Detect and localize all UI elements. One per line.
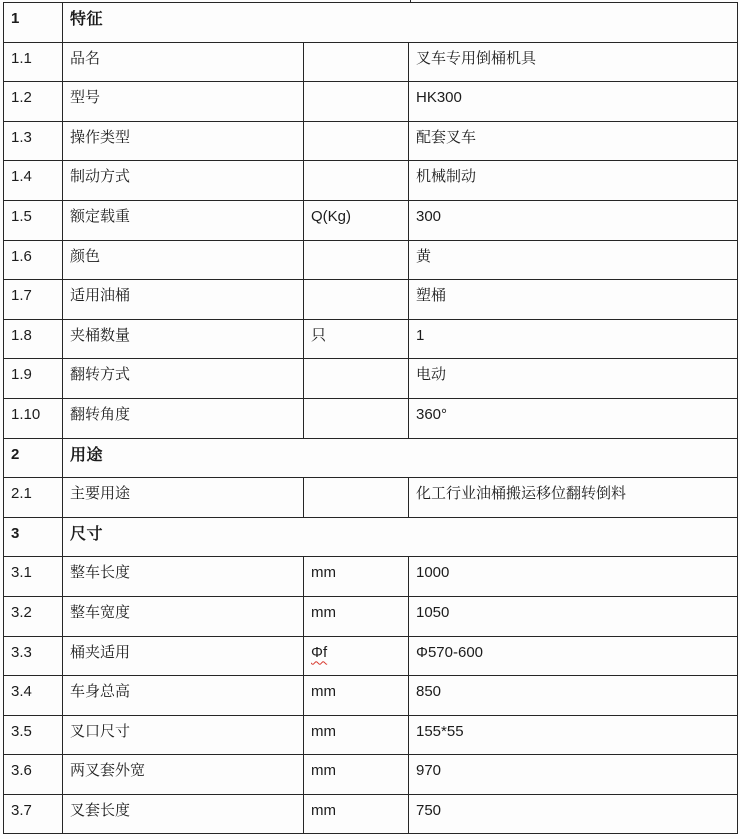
spec-row — [4, 42, 738, 82]
spec-value-cell: 970 — [409, 755, 738, 795]
row-number-cell: 3.4 — [4, 676, 63, 716]
row-number-cell: 1.4 — [4, 161, 63, 201]
row-number-cell: 3.7 — [4, 794, 63, 834]
spec-unit-cell — [304, 478, 409, 518]
spec-label-cell: 颜色 — [63, 240, 304, 280]
spec-unit-cell: mm — [304, 676, 409, 716]
spec-row — [4, 240, 738, 280]
spec-value-cell: 塑桶 — [409, 280, 738, 320]
spec-row — [4, 82, 738, 122]
spec-label-cell: 主要用途 — [63, 478, 304, 518]
spec-value-cell: 电动 — [409, 359, 738, 399]
spec-table — [3, 2, 738, 834]
row-number-cell: 1 — [4, 3, 63, 43]
spec-value-cell: Φ570-600 — [409, 636, 738, 676]
spec-value-cell: 黄 — [409, 240, 738, 280]
row-number-cell: 3 — [4, 517, 63, 557]
spec-row — [4, 478, 738, 518]
spec-label-cell: 整车长度 — [63, 557, 304, 597]
section-row — [4, 517, 738, 557]
spec-value-cell: 配套叉车 — [409, 121, 738, 161]
spec-label-cell: 叉口尺寸 — [63, 715, 304, 755]
spec-table-body — [4, 3, 738, 834]
spec-row — [4, 636, 738, 676]
spec-row — [4, 359, 738, 399]
spec-value-cell: 叉车专用倒桶机具 — [409, 42, 738, 82]
misspelled-text: Φf — [311, 643, 328, 661]
row-number-cell: 1.7 — [4, 280, 63, 320]
row-number-cell: 1.2 — [4, 82, 63, 122]
spec-unit-cell — [304, 280, 409, 320]
spec-unit-cell: 只 — [304, 319, 409, 359]
spec-label-cell: 叉套长度 — [63, 794, 304, 834]
row-number-cell: 3.1 — [4, 557, 63, 597]
spec-unit-cell: mm — [304, 715, 409, 755]
spec-row — [4, 121, 738, 161]
spec-unit-cell — [304, 398, 409, 438]
spec-value-cell: 300 — [409, 200, 738, 240]
row-number-cell: 2.1 — [4, 478, 63, 518]
spec-unit-cell: mm — [304, 755, 409, 795]
spec-row — [4, 319, 738, 359]
spec-unit-cell: mm — [304, 794, 409, 834]
spec-label-cell: 车身总高 — [63, 676, 304, 716]
section-row — [4, 3, 738, 43]
spec-value-cell: 1 — [409, 319, 738, 359]
section-title-cell: 特征 — [63, 3, 738, 43]
row-number-cell: 1.10 — [4, 398, 63, 438]
row-number-cell: 2 — [4, 438, 63, 478]
spec-value-cell: 750 — [409, 794, 738, 834]
spec-label-cell: 型号 — [63, 82, 304, 122]
spec-value-cell: 155*55 — [409, 715, 738, 755]
spec-label-cell: 品名 — [63, 42, 304, 82]
spec-unit-cell: Q(Kg) — [304, 200, 409, 240]
spec-unit-cell: mm — [304, 596, 409, 636]
row-number-cell: 3.5 — [4, 715, 63, 755]
spec-value-cell: HK300 — [409, 82, 738, 122]
row-number-cell: 1.3 — [4, 121, 63, 161]
spec-unit-cell — [304, 161, 409, 201]
row-number-cell: 1.8 — [4, 319, 63, 359]
section-title-cell: 尺寸 — [63, 517, 738, 557]
spec-label-cell: 两叉套外宽 — [63, 755, 304, 795]
row-number-cell: 1.6 — [4, 240, 63, 280]
spec-label-cell: 制动方式 — [63, 161, 304, 201]
spec-row — [4, 794, 738, 834]
spec-row — [4, 557, 738, 597]
spec-row — [4, 200, 738, 240]
spec-label-cell: 翻转方式 — [63, 359, 304, 399]
spec-label-cell: 额定载重 — [63, 200, 304, 240]
spec-row — [4, 161, 738, 201]
spec-row — [4, 280, 738, 320]
spec-value-cell: 360° — [409, 398, 738, 438]
section-title-cell: 用途 — [63, 438, 738, 478]
spec-row — [4, 596, 738, 636]
spec-unit-cell — [304, 636, 409, 676]
table-top-sliver — [3, 0, 737, 2]
spec-row — [4, 676, 738, 716]
spec-row — [4, 755, 738, 795]
spec-unit-cell — [304, 240, 409, 280]
spec-label-cell: 操作类型 — [63, 121, 304, 161]
spec-value-cell: 机械制动 — [409, 161, 738, 201]
row-number-cell: 1.1 — [4, 42, 63, 82]
column-divider-remnant — [410, 0, 411, 2]
row-number-cell: 3.2 — [4, 596, 63, 636]
row-number-cell: 1.5 — [4, 200, 63, 240]
spec-unit-cell — [304, 121, 409, 161]
spec-label-cell: 桶夹适用 — [63, 636, 304, 676]
spec-label-cell: 整车宽度 — [63, 596, 304, 636]
spec-label-cell: 翻转角度 — [63, 398, 304, 438]
spec-row — [4, 715, 738, 755]
spec-value-cell: 1000 — [409, 557, 738, 597]
spec-label-cell: 夹桶数量 — [63, 319, 304, 359]
spec-unit-cell: mm — [304, 557, 409, 597]
spec-row — [4, 398, 738, 438]
spec-value-cell: 化工行业油桶搬运移位翻转倒料 — [409, 478, 738, 518]
spec-unit-cell — [304, 82, 409, 122]
row-number-cell: 3.3 — [4, 636, 63, 676]
spec-value-cell: 850 — [409, 676, 738, 716]
row-number-cell: 3.6 — [4, 755, 63, 795]
spec-value-cell: 1050 — [409, 596, 738, 636]
spec-unit-cell — [304, 359, 409, 399]
spec-unit-cell — [304, 42, 409, 82]
spec-label-cell: 适用油桶 — [63, 280, 304, 320]
section-row — [4, 438, 738, 478]
row-number-cell: 1.9 — [4, 359, 63, 399]
